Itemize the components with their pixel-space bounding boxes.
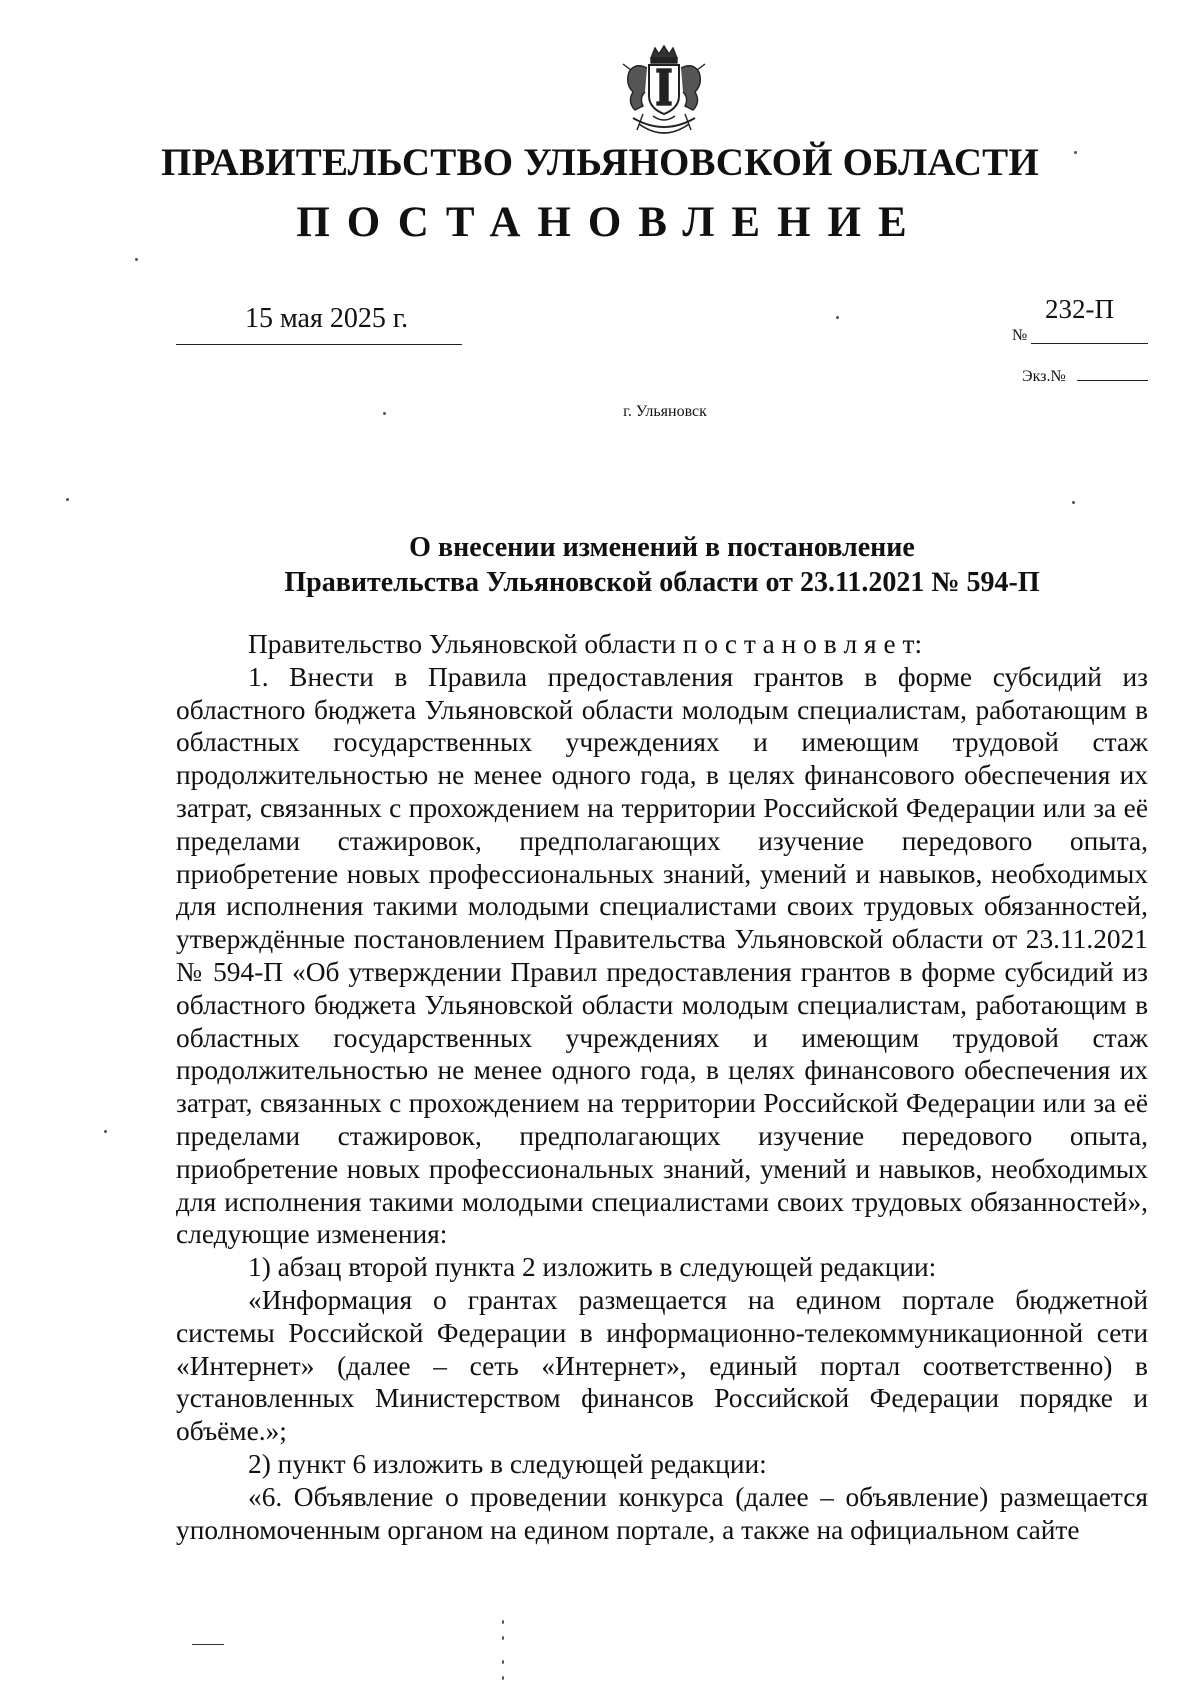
title-line-2: Правительства Ульяновской области от 23.11.2021 № 594-П bbox=[284, 567, 1040, 598]
scan-speck bbox=[104, 1130, 107, 1133]
document-type: ПОСТАНОВЛЕНИЕ bbox=[296, 199, 924, 246]
paragraph-subitem-1: 1) абзац второй пункта 2 изложить в следующей редакции: bbox=[248, 1252, 937, 1283]
number-underline bbox=[1031, 343, 1148, 344]
title-line-1: О внесении изменений в постановление bbox=[409, 532, 915, 563]
scan-speck bbox=[66, 498, 69, 501]
scan-speck bbox=[502, 1620, 504, 1624]
city: г. Ульяновск bbox=[623, 403, 707, 420]
scan-speck bbox=[1072, 501, 1075, 504]
document-title bbox=[176, 530, 1148, 600]
scan-speck bbox=[502, 1676, 504, 1680]
number-label: № bbox=[1012, 327, 1028, 344]
document-date: 15 мая 2025 г. bbox=[245, 303, 409, 334]
scan-speck bbox=[383, 412, 386, 415]
paragraph-quote-2: «6. Объявление о проведении конкурса (далее – объявление) размещается уполномоченным органом на едином портале, а также на официальном сайте bbox=[176, 1481, 1148, 1545]
footnote-separator bbox=[192, 1644, 224, 1645]
scan-speck bbox=[836, 316, 839, 319]
date-underline bbox=[176, 344, 462, 345]
scan-speck bbox=[135, 258, 138, 261]
scan-speck bbox=[1074, 151, 1077, 154]
scan-speck bbox=[502, 1660, 504, 1664]
coat-of-arms-emblem bbox=[613, 44, 715, 148]
paragraph-subitem-2: 2) пункт 6 изложить в следующей редакции: bbox=[248, 1448, 767, 1479]
document-number: 232-П bbox=[1045, 294, 1114, 324]
paragraph-quote-1: «Информация о грантах размещается на едином портале бюджетной системы Российской Федерации в информационно-телекоммуникационной сети «Интернет» (далее – сеть «Интернет», единый портал соответственно) в установленных Министерством финансов Российской Федерации порядке и объёме.»; bbox=[176, 1284, 1148, 1447]
paragraph-item-1: 1. Внести в Правила предоставления грантов в форме субсидий из областного бюджета Ульяновской области молодым специалистам, работающим в областных государственных учреждениях и имеющим трудовой стаж продолжительностью не менее одного года, в целях финансового обеспечения их затрат, связанных с прохождением на территории Российской Федерации или за её пределами стажировок, предполагающих изучение передового опыта, приобретение новых профессиональных знаний, умений и навыков, необходимых для исполнения такими молодыми специалистами своих трудовых обязанностей, утверждённые постановлением Правительства Ульяновской области от 23.11.2021 № 594-П «Об утверждении Правил предоставления грантов в форме субсидий из областного бюджета Ульяновской области молодым специалистам, работающим в областных государственных учреждениях и имеющим трудовой стаж продолжительностью не менее одного года, в целях финансового обеспечения их затрат, связанных с прохождением на территории Российской Федерации или за её пределами стажировок, предполагающих изучение передового опыта, приобретение новых профессиональных знаний, умений и навыков, необходимых для исполнения такими молодыми специалистами своих трудовых обязанностей», следующие изменения: bbox=[176, 661, 1148, 1250]
paragraph-preamble: Правительство Ульяновской области п о с т а н о в л я е т: bbox=[248, 629, 923, 659]
organization-name: ПРАВИТЕЛЬСТВО УЛЬЯНОВСКОЙ ОБЛАСТИ bbox=[161, 141, 1039, 184]
document-body bbox=[176, 628, 1148, 1546]
copy-number-underline bbox=[1077, 380, 1148, 381]
scan-speck bbox=[502, 1636, 504, 1640]
copy-number-label: Экз.№ bbox=[1022, 368, 1066, 385]
